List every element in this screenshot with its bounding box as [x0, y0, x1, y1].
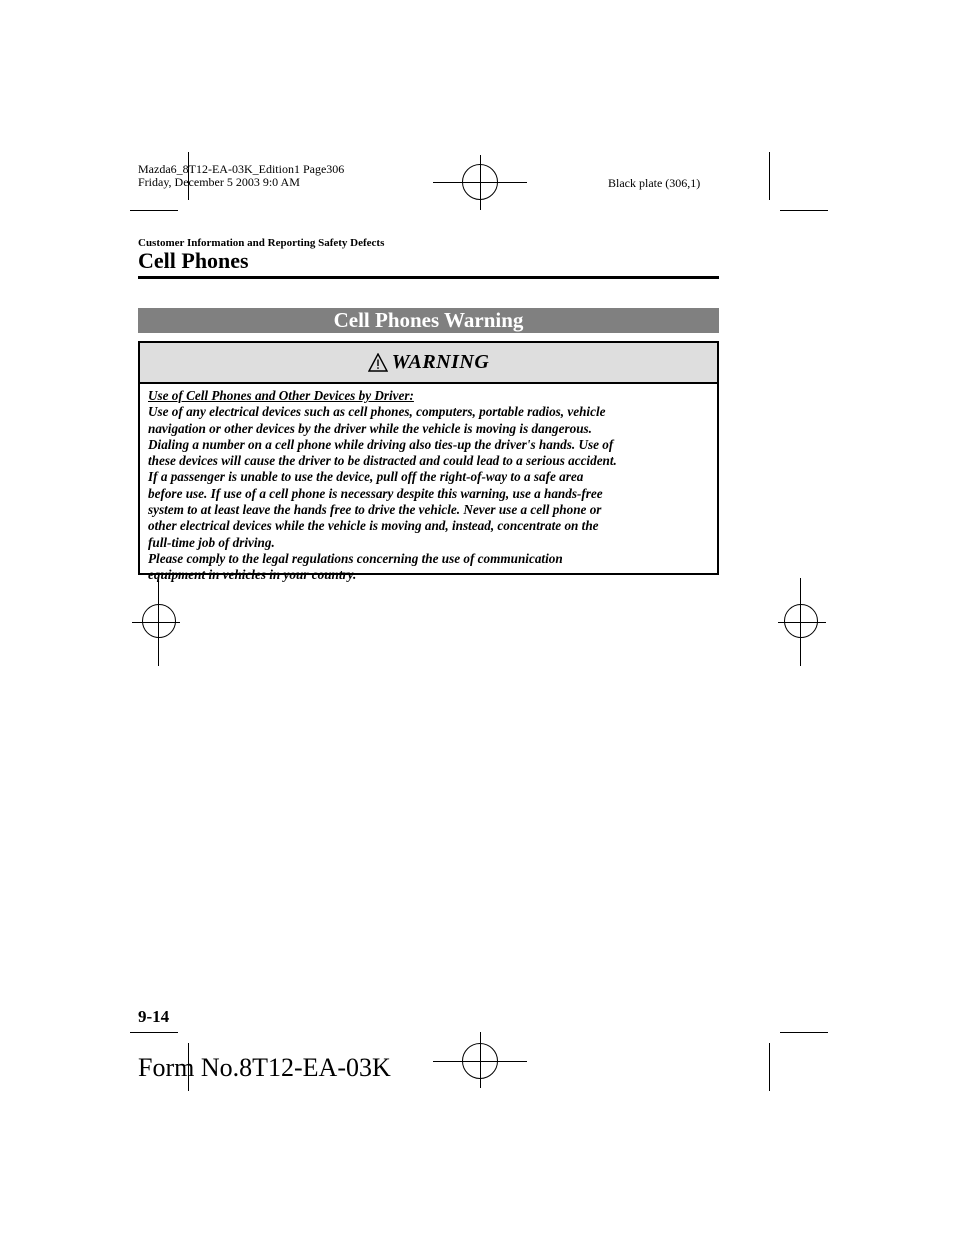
form-number: Form No.8T12-EA-03K: [138, 1053, 391, 1082]
registration-circle: [462, 1043, 498, 1079]
warning-line: system to at least leave the hands free to drive the vehicle. Never use a cell phone or: [148, 502, 602, 518]
warning-line: equipment in vehicles in your country.: [148, 567, 357, 583]
section-banner: Cell Phones Warning: [138, 308, 719, 333]
registration-circle: [142, 604, 176, 638]
page-number: 9-14: [138, 1007, 170, 1026]
warning-line: Use of any electrical devices such as cell phones, computers, portable radios, vehicle: [148, 404, 606, 420]
warning-box: [138, 341, 719, 583]
warning-line: other electrical devices while the vehicle is moving and, instead, concentrate on the: [148, 518, 599, 534]
registration-circle: [462, 164, 498, 200]
warning-header: [140, 343, 717, 384]
crop-mark: [130, 1032, 178, 1033]
crop-mark: [769, 152, 770, 200]
warning-subheading: Use of Cell Phones and Other Devices by Driver:: [148, 388, 414, 403]
warning-line: Dialing a number on a cell phone while driving also ties-up the driver's hands. Use of: [148, 436, 614, 452]
file-info: [138, 163, 344, 189]
warning-line: navigation or other devices by the driver while the vehicle is moving is dangerous.: [148, 420, 592, 436]
page-title: Cell Phones: [138, 248, 249, 273]
warning-line: If a passenger is unable to use the device, pull off the right-of-way to a safe area: [148, 469, 584, 485]
crop-mark: [769, 1043, 770, 1091]
warning-title: WARNING: [391, 351, 490, 373]
heading-rule: [138, 276, 719, 279]
crop-mark: [130, 210, 178, 211]
warning-line: Please comply to the legal regulations concerning the use of communication: [148, 550, 563, 566]
crop-mark: [780, 1032, 828, 1033]
warning-body: [140, 384, 717, 584]
warning-line: full-time job of driving.: [148, 534, 275, 550]
registration-circle: [784, 604, 818, 638]
crop-mark: [780, 210, 828, 211]
warning-line: these devices will cause the driver to be distracted and could lead to a serious accident.: [148, 453, 617, 469]
warning-line: before use. If use of a cell phone is necessary despite this warning, use a hands-free: [148, 485, 603, 501]
section-label: Customer Information and Reporting Safety Defects: [138, 237, 385, 249]
warning-triangle-icon: [368, 353, 388, 372]
file-info-line: Mazda6_8T12-EA-03K_Edition1 Page306: [138, 162, 345, 176]
plate-label: Black plate (306,1): [608, 176, 701, 190]
file-info-line: Friday, December 5 2003 9:0 AM: [138, 175, 300, 189]
